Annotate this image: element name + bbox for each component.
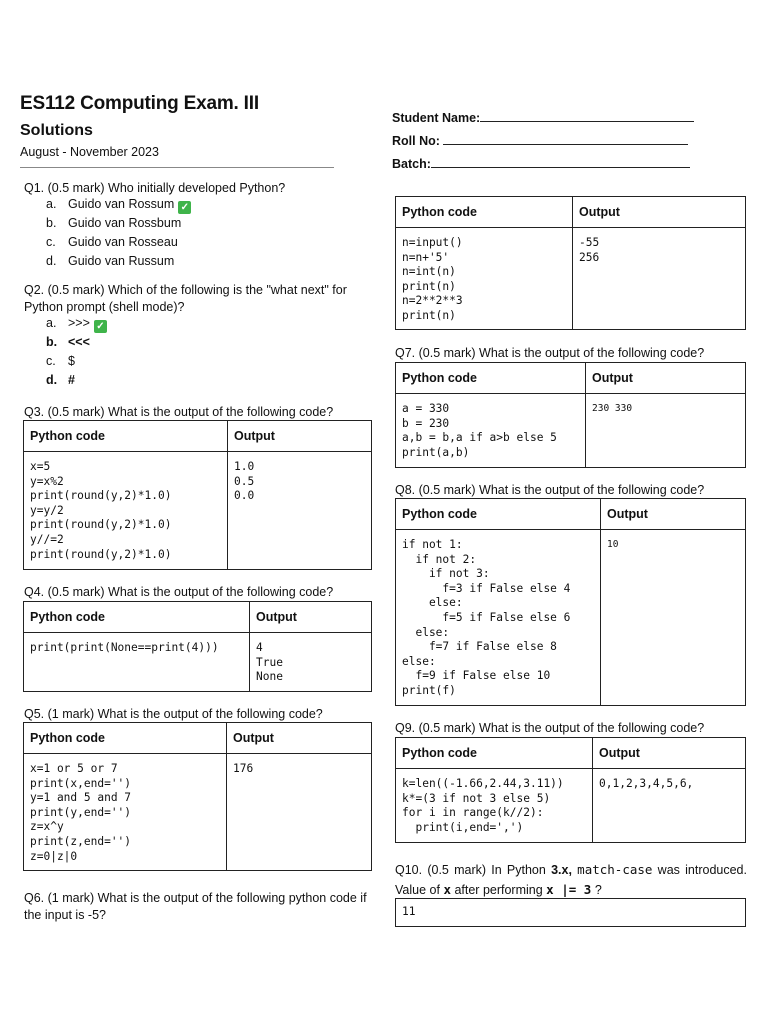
q9-output: 0,1,2,3,4,5,6,	[593, 769, 746, 843]
exam-subtitle: Solutions	[20, 122, 93, 139]
q2-options	[24, 314, 344, 390]
correct-check-icon: ✓	[178, 201, 191, 214]
q10-expr: x |= 3	[546, 882, 592, 897]
correct-check-icon: ✓	[94, 320, 107, 333]
q1-option-c	[24, 233, 344, 252]
q2-option-c	[24, 352, 344, 371]
q10-end: ?	[594, 883, 602, 897]
q2-option-d	[24, 371, 344, 390]
q10-var: x	[443, 882, 451, 897]
option-text: #	[68, 373, 75, 387]
q4-output: 4 True None	[250, 633, 372, 692]
option-text: <<<	[68, 335, 90, 349]
option-text: $	[68, 354, 75, 368]
option-text: Guido van Russum	[68, 254, 175, 268]
batch-field	[392, 156, 690, 171]
q4-text: Q4. (0.5 mark) What is the output of the following code?	[24, 585, 334, 599]
option-text: >>>	[68, 316, 90, 330]
output-header: Output	[227, 723, 372, 754]
q5-output: 176	[227, 754, 372, 871]
q9-code: k=len((-1.66,2.44,3.11)) k*=(3 if not 3 else 5) for i in range(k//2): print(i,end=',')	[396, 769, 593, 843]
q8-table	[395, 498, 746, 706]
q8-output: 10	[601, 530, 746, 706]
exam-date: August - November 2023	[20, 145, 159, 159]
q3-text: Q3. (0.5 mark) What is the output of the following code?	[24, 405, 334, 419]
q7-text: Q7. (0.5 mark) What is the output of the following code?	[395, 346, 705, 360]
roll-no-field	[392, 133, 688, 148]
q1-option-a	[24, 195, 344, 214]
code-header: Python code	[396, 197, 573, 228]
q1-option-b	[24, 214, 344, 233]
option-label: d.	[46, 254, 57, 268]
q5-table	[23, 722, 372, 871]
batch-label: Batch:	[392, 157, 431, 171]
q2-option-a	[24, 314, 344, 333]
student-name-field	[392, 110, 694, 125]
output-header: Output	[593, 738, 746, 769]
q2-option-b	[24, 333, 344, 352]
q10-text: Q10. (0.5 mark) In Python 3.x, match-case was introduced. Value of x after performing x |= 3 ?	[395, 862, 747, 897]
q1-text: Q1. (0.5 mark) Who initially developed Python?	[24, 181, 286, 195]
output-header: Output	[228, 421, 372, 452]
option-label: a.	[46, 316, 57, 330]
q10-version: 3.x	[551, 863, 569, 877]
q10-answer-box: 11	[395, 898, 746, 927]
code-header: Python code	[396, 499, 601, 530]
q1-option-d	[24, 252, 344, 271]
q5-code: x=1 or 5 or 7 print(x,end='') y=1 and 5 and 7 print(y,end='') z=x^y print(z,end='') z=0|z|0	[24, 754, 227, 871]
code-header: Python code	[24, 723, 227, 754]
q7-output: 230 330	[586, 394, 746, 468]
q4-code: print(print(None==print(4)))	[24, 633, 250, 692]
option-label: b.	[46, 216, 57, 230]
code-header: Python code	[396, 363, 586, 394]
q6-text: Q6. (1 mark) What is the output of the following python code if the input is -5?	[24, 891, 367, 922]
output-header: Output	[250, 602, 372, 633]
q6-code: n=input() n=n+'5' n=int(n) print(n) n=2**2**3 print(n)	[396, 228, 573, 330]
code-header: Python code	[24, 602, 250, 633]
output-header: Output	[573, 197, 746, 228]
q10-mid: was introduced. Value of	[395, 863, 747, 897]
q8-text: Q8. (0.5 mark) What is the output of the following code?	[395, 483, 705, 497]
option-label: b.	[46, 335, 58, 349]
option-label: d.	[46, 373, 58, 387]
q8-code: if not 1: if not 2: if not 3: f=3 if False else 4 else: f=5 if False else 6 else: f=7 if False else 8 else: f=9 if False else 10 print(f)	[396, 530, 601, 706]
output-header: Output	[586, 363, 746, 394]
option-text: Guido van Rossbum	[68, 216, 182, 230]
q6-table	[395, 196, 746, 330]
q4-table	[23, 601, 372, 692]
header-divider	[20, 167, 334, 168]
q10-prefix: Q10. (0.5 mark) In Python	[395, 863, 546, 877]
q9-table	[395, 737, 746, 843]
q5-text: Q5. (1 mark) What is the output of the following code?	[24, 707, 323, 721]
q7-code: a = 330 b = 230 a,b = b,a if a>b else 5 print(a,b)	[396, 394, 586, 468]
option-label: c.	[46, 354, 56, 368]
roll-no-label: Roll No:	[392, 134, 440, 148]
q9-text: Q9. (0.5 mark) What is the output of the following code?	[395, 721, 705, 735]
student-name-label: Student Name:	[392, 111, 481, 125]
exam-title: ES112 Computing Exam. III	[20, 93, 259, 114]
option-text: Guido van Rossum	[68, 197, 175, 211]
option-label: a.	[46, 197, 57, 211]
q2-text: Q2. (0.5 mark) Which of the following is the "what next" for Python prompt (shell mode)?	[24, 283, 347, 314]
q1-options	[24, 195, 344, 271]
batch-blank[interactable]	[431, 156, 690, 168]
option-text: Guido van Rosseau	[68, 235, 178, 249]
code-header: Python code	[396, 738, 593, 769]
q10-feature: match-case	[577, 862, 653, 877]
roll-no-blank[interactable]	[443, 133, 688, 145]
student-name-blank[interactable]	[480, 110, 694, 122]
output-header: Output	[601, 499, 746, 530]
q3-table	[23, 420, 372, 570]
option-label: c.	[46, 235, 56, 249]
q10-after: after performing	[454, 883, 543, 897]
q7-table	[395, 362, 746, 468]
q3-output: 1.0 0.5 0.0	[228, 452, 372, 570]
q6-output: -55 256	[573, 228, 746, 330]
q3-code: x=5 y=x%2 print(round(y,2)*1.0) y=y/2 print(round(y,2)*1.0) y//=2 print(round(y,2)*1.0)	[24, 452, 228, 570]
code-header: Python code	[24, 421, 228, 452]
